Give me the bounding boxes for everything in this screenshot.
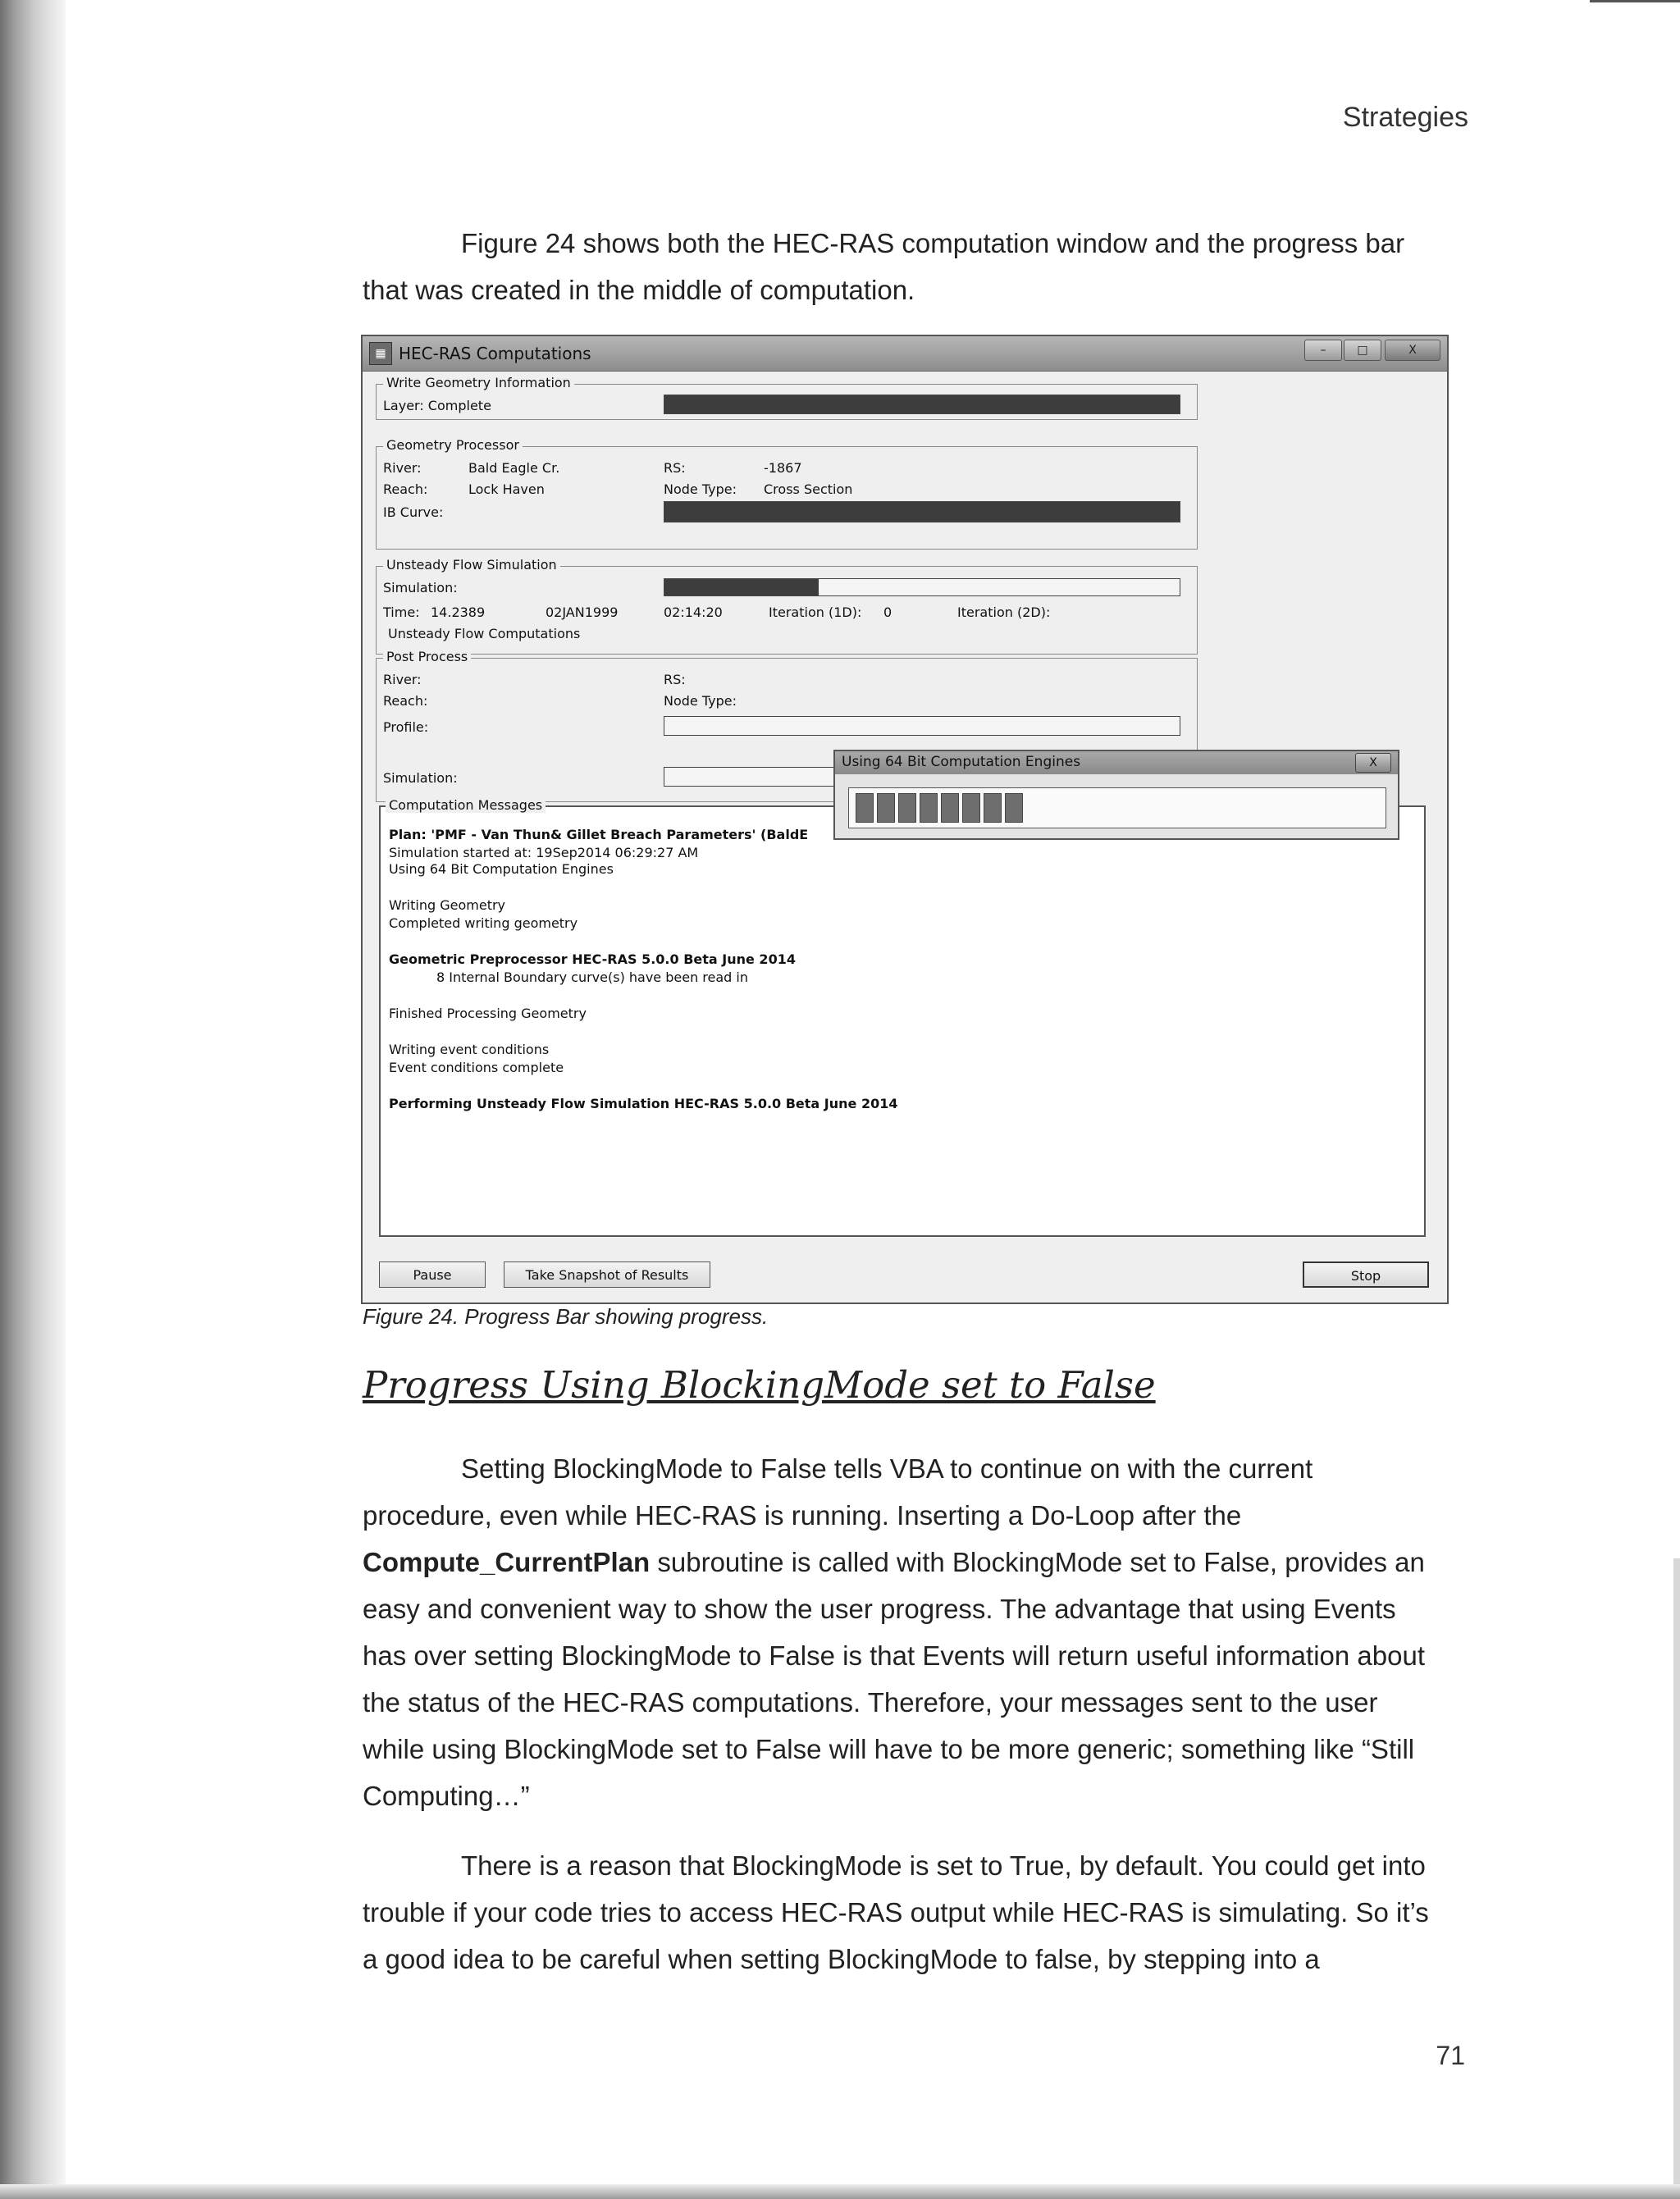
maximize-icon[interactable]: □ [1344,340,1381,361]
msg-completed-writing: Completed writing geometry [389,915,578,931]
book-spine-shadow [0,0,66,2199]
write-geometry-progress [664,395,1180,414]
iteration-2d-label: Iteration (2D): [957,604,1051,620]
intro-paragraph: Figure 24 shows both the HEC-RAS computation window and the progress bar that was created in the middle of computation. [363,228,1405,305]
gp-node-type-value: Cross Section [764,481,853,497]
ib-curve-progress-fill [664,502,1180,522]
popup-progress-segment [941,793,959,823]
msg-performing: Performing Unsteady Flow Simulation HEC-RAS 5.0.0 Beta June 2014 [389,1096,898,1111]
msg-writing-events: Writing event conditions [389,1042,550,1057]
popup-titlebar [835,751,1398,774]
section-heading: Progress Using BlockingMode set to False [363,1363,1156,1407]
paragraph-blockingmode [363,1445,1445,1819]
msg-started: Simulation started at: 19Sep2014 06:29:27 AM [389,845,699,860]
page-bottom-edge [0,2184,1680,2199]
msg-finished: Finished Processing Geometry [389,1006,587,1021]
unsteady-flow-legend: Unsteady Flow Simulation [383,557,560,573]
page-number: 71 [1436,2041,1465,2070]
gp-reach-label: Reach: [383,481,428,497]
time-clock: 02:14:20 [664,604,723,620]
computation-messages-box[interactable] [379,805,1426,1237]
unsteady-status: Unsteady Flow Computations [388,626,581,641]
p1-text-end: subroutine is called with BlockingMode set to False, provides an easy and convenient way to show the user progress. The advantage that using Events has over setting BlockingMode to False is that Events will return useful information about the status of the HEC-RAS computations. Therefore, your messages sent to the user while using BlockingMode set to False will have to be more generic; something like “Still Computing…” [363,1547,1425,1811]
time-value: 14.2389 [431,604,486,620]
iteration-1d-value: 0 [883,604,892,620]
popup-progress-segment [920,793,938,823]
paragraph-default-true: There is a reason that BlockingMode is set to True, by default. You could get into trouble if your code tries to access HEC-RAS output while HEC-RAS is simulating. So it’s a good idea to be careful when setting BlockingMode to false, by stepping into a [363,1850,1429,1974]
popup-progress-segment [856,793,874,823]
gp-rs-value: -1867 [764,460,802,476]
unsteady-simulation-label: Simulation: [383,580,458,595]
post-process-legend: Post Process [383,649,471,664]
popup-progress-segment [984,793,1002,823]
gp-river-value: Bald Eagle Cr. [468,460,560,476]
hec-ras-screenshot [361,335,1449,1304]
msg-preprocessor: Geometric Preprocessor HEC-RAS 5.0.0 Beta June 2014 [389,951,796,967]
unsteady-flow-group [376,557,1198,655]
msg-engines: Using 64 Bit Computation Engines [389,861,614,877]
msg-events-complete: Event conditions complete [389,1060,564,1075]
msg-ib-curves: 8 Internal Boundary curve(s) have been read in [436,969,749,985]
time-label: Time: [383,604,420,620]
minimize-icon[interactable]: – [1304,340,1342,361]
gp-river-label: River: [383,460,422,476]
progress-popup [833,750,1399,840]
gp-reach-value: Lock Haven [468,481,545,497]
pp-profile-label: Profile: [383,719,429,735]
ib-curve-progress [664,501,1180,522]
gp-node-type-label: Node Type: [664,481,737,497]
take-snapshot-button[interactable]: Take Snapshot of Results [504,1261,710,1288]
write-geometry-progress-fill [664,395,1180,413]
write-geometry-legend: Write Geometry Information [383,375,574,390]
profile-progress [664,716,1180,736]
msg-plan: Plan: 'PMF - Van Thun& Gillet Breach Parameters' (BaldE [389,827,809,842]
close-icon[interactable]: X [1385,340,1440,361]
popup-progress-segment [898,793,916,823]
write-geometry-group [376,375,1198,420]
pp-reach-label: Reach: [383,693,428,709]
p1-bold-term: Compute_CurrentPlan [363,1547,651,1577]
pp-simulation-label: Simulation: [383,770,458,786]
popup-close-icon[interactable]: X [1355,753,1391,773]
unsteady-simulation-progress [664,578,1180,596]
window-title: HEC-RAS Computations [399,344,591,363]
pp-rs-label: RS: [664,672,686,687]
popup-progress-segment [962,793,980,823]
p1-text-start: Setting BlockingMode to False tells VBA to continue on with the current procedure, even while HEC-RAS is running. Inserting a Do-Loop after the [363,1453,1313,1531]
page-edge [1673,1558,1680,2199]
figure-caption: Figure 24. Progress Bar showing progress. [363,1304,769,1329]
layer-status: Layer: Complete [383,398,491,413]
popup-progress-bar [848,787,1386,828]
gp-rs-label: RS: [664,460,686,476]
top-edge-rule [1590,0,1680,2]
iteration-1d-label: Iteration (1D): [769,604,862,620]
geometry-processor-group [376,437,1198,550]
messages-legend: Computation Messages [386,797,546,813]
gp-ib-curve-label: IB Curve: [383,504,444,520]
stop-button[interactable]: Stop [1303,1261,1429,1288]
running-head: Strategies [1342,102,1468,133]
window-titlebar [363,336,1447,372]
unsteady-simulation-progress-fill [664,579,819,595]
popup-title: Using 64 Bit Computation Engines [842,754,1081,770]
popup-progress-segment [877,793,895,823]
time-date: 02JAN1999 [546,604,619,620]
geometry-processor-legend: Geometry Processor [383,437,523,453]
msg-writing-geometry: Writing Geometry [389,897,506,913]
pause-button[interactable]: Pause [379,1261,486,1288]
popup-progress-segment [1005,793,1023,823]
pp-node-type-label: Node Type: [664,693,737,709]
pp-river-label: River: [383,672,422,687]
app-icon: ▦ [369,342,392,365]
